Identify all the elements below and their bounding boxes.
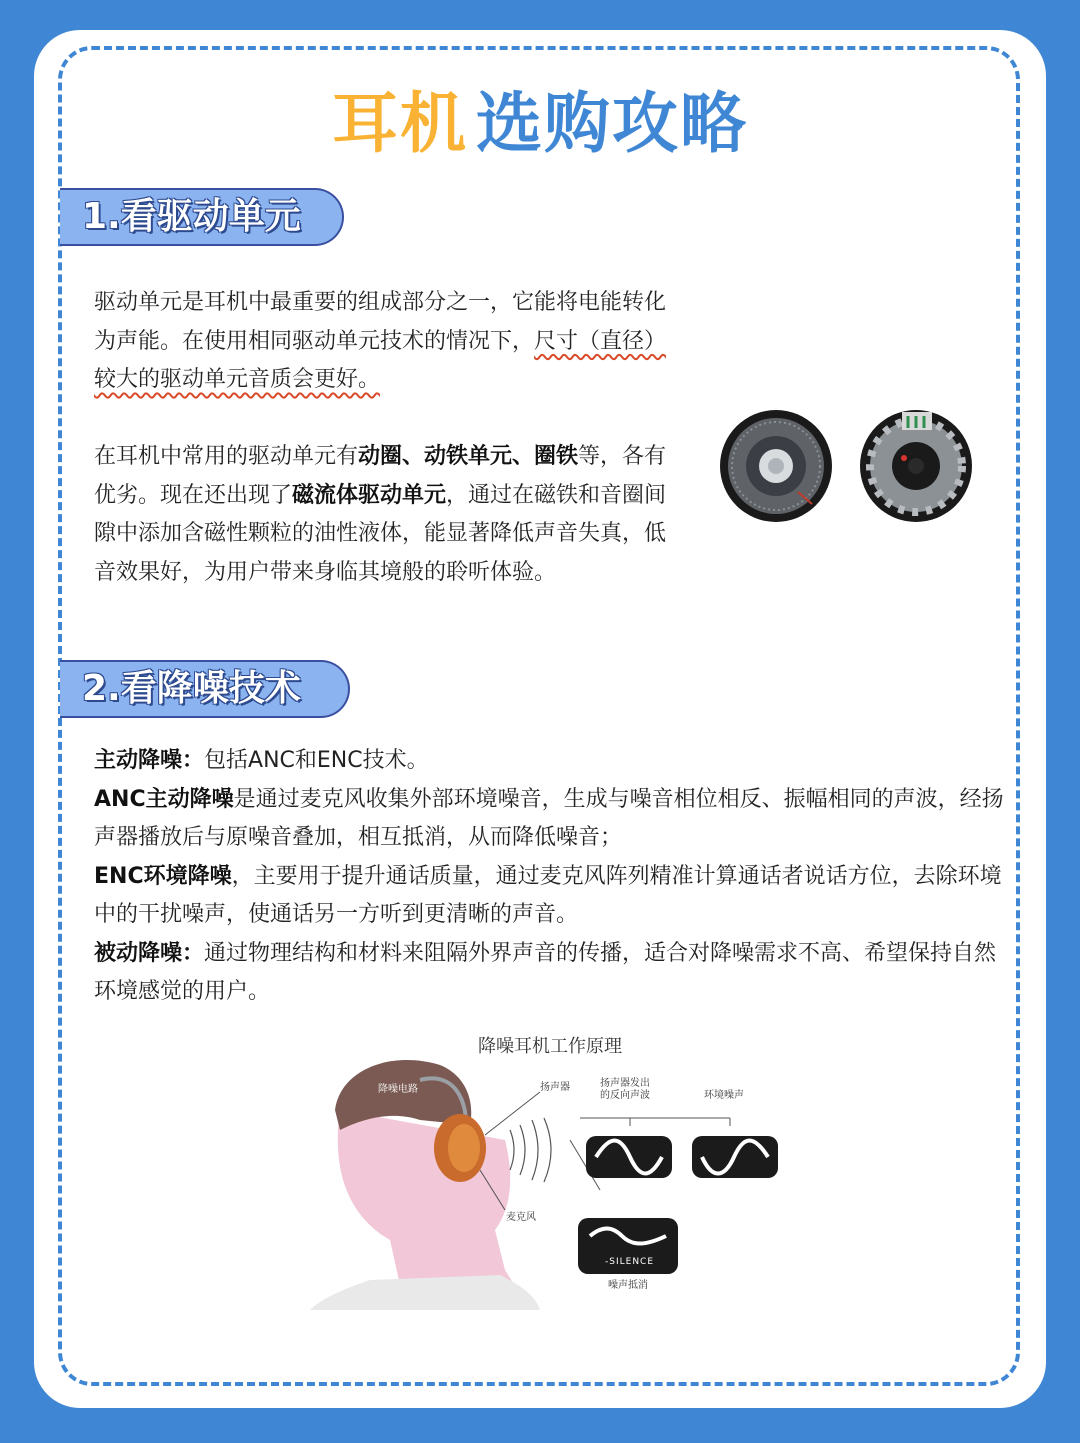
reverse-wave-box: [586, 1136, 672, 1178]
label-ambient: 环境噪声: [704, 1090, 744, 1101]
anc-diagram: [300, 1030, 800, 1310]
para2-b: 等，各有优劣。现在还出现了: [94, 444, 667, 508]
l4-bold: 被动降噪：: [94, 940, 205, 966]
section1-heading: 1.看驱动单元: [60, 188, 344, 246]
label-reverse-2: 的反向声波: [600, 1090, 650, 1101]
label-reverse-1: 扬声器发出: [600, 1078, 650, 1089]
ambient-wave-box: [692, 1136, 778, 1178]
label-cancel: 噪声抵消: [608, 1280, 648, 1291]
para2-bold1: 动圈、动铁单元、圈铁: [358, 444, 579, 469]
title-part2: 选购攻略: [476, 85, 748, 162]
l2-text: 是通过麦克风收集外部环境噪音，生成与噪音相位相反、振幅相同的声波，经扬声器播放后与原噪音叠加，相互抵消，从而降低噪音；: [94, 786, 1004, 850]
l1-text: 包括ANC和ENC技术。: [204, 748, 429, 773]
label-silence: -SILENCE: [605, 1257, 655, 1267]
sound-waves: [510, 1118, 551, 1182]
label-circuit: 降噪电路: [378, 1084, 418, 1095]
l4-text: 通过物理结构和材料来阻隔外界声音的传播，适合对降噪需求不高、希望保持自然环境感觉的用户。: [94, 940, 997, 1004]
diagram-title: 降噪耳机工作原理: [478, 1036, 622, 1057]
page-title: [0, 70, 1080, 165]
person-illustration: [310, 1060, 540, 1310]
para2-bold2: 磁流体驱动单元: [292, 482, 447, 508]
section2-heading: 2.看降噪技术: [60, 660, 350, 718]
label-mic: 麦克风: [506, 1212, 536, 1223]
dynamic-driver-icon: [720, 410, 832, 522]
l3-text: ，主要用于提升通话质量，通过麦克风阵列精准计算通话者说话方位，去除环境中的干扰噪声，使通话另一方听到更清晰的声音。: [94, 863, 1002, 927]
section2-body: [94, 742, 1004, 1012]
l3-bold: ENC环境降噪: [94, 863, 232, 889]
l1-bold: 主动降噪：: [94, 748, 205, 773]
para1-plain: 驱动单元是耳机中最重要的组成部分之一，它能将电能转化为声能。在使用相同驱动单元技术的情况下，: [94, 290, 667, 354]
para2-a: 在耳机中常用的驱动单元有: [94, 444, 359, 469]
para2-c: ，通过在磁铁和音圈间隙中添加含磁性颗粒的油性液体，能显著降低声音失真，低音效果好，为用户带来身临其境般的聆听体验。: [94, 482, 667, 585]
section1-para2: [94, 438, 684, 592]
label-speaker: 扬声器: [540, 1082, 570, 1093]
diagram-graphic: [300, 1030, 800, 1310]
driver-units-image: [718, 408, 978, 528]
title-part1: 耳机: [332, 85, 468, 162]
driver-back-icon: [860, 410, 972, 522]
para1-underlined: 尺寸（直径）较大的驱动单元音质会更好。: [94, 328, 667, 392]
section1-para1: [94, 284, 684, 400]
l2-bold: ANC主动降噪: [94, 786, 234, 812]
